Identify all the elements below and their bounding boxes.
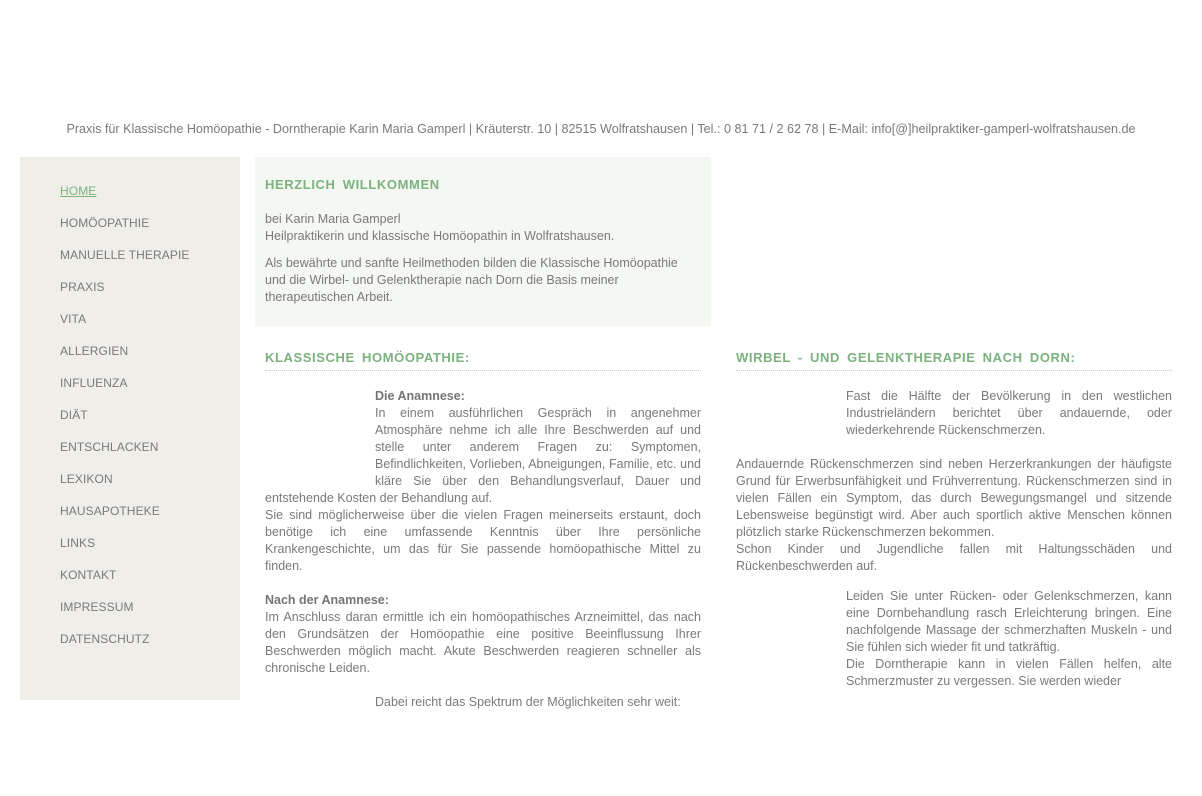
dorn-section <box>736 350 1172 690</box>
nav-item-hausapotheke[interactable]: HAUSAPOTHEKE <box>60 504 160 518</box>
dorn-title: WIRBEL - UND GELENKTHERAPIE NACH DORN: <box>736 350 1076 365</box>
nav-item-praxis[interactable]: PRAXIS <box>60 280 105 294</box>
anamnese-text: In einem ausführlichen Gespräch in angenehmer Atmosphäre nehme ich alle Ihre Beschwerden auf und stelle unter anderem Fragen zu: Symptomen, Befindlichkeiten, Vorlieben, Abneigungen, Familie, etc. und kläre Sie über den Behandlungsverlauf, Dauer und entstehende Kosten der Behandlung auf. <box>265 406 701 505</box>
nav-item-vita[interactable]: VITA <box>60 312 87 326</box>
dorn-paragraph-2: Andauernde Rückenschmerzen sind neben Herzerkrankungen der häufigste Grund für Erwerbsunfähigkeit und Frühverrentung. Rückenschmerzen sind in vielen Fällen ein Symptom, das durch Bewegungsmangel und sitzende Lebensweise begünstigt wird. Aber auch sportlich aktive Menschen können plötzlich starke Rückenschmerzen bekommen. <box>736 457 1172 539</box>
nav-item-entschlacken[interactable]: ENTSCHLACKEN <box>60 440 159 454</box>
nav-item-homoeopathie[interactable]: HOMÖOPATHIE <box>60 216 150 230</box>
nav-item-manuelle-therapie[interactable]: MANUELLE THERAPIE <box>60 248 190 262</box>
nav-item-kontakt[interactable]: KONTAKT <box>60 568 117 582</box>
nav-item-home[interactable]: HOME <box>60 184 97 198</box>
welcome-title: HERZLICH WILLKOMMEN <box>265 177 440 192</box>
nav-item-allergien[interactable]: ALLERGIEN <box>60 344 129 358</box>
nav-item-links[interactable]: LINKS <box>60 536 96 550</box>
nach-anamnese-text: Im Anschluss daran ermittle ich ein homöopathisches Arzneimittel, das nach den Grundsätzen der Homöopathie eine positive Beeinflussung Ihrer Beschwerden möglich macht. Akute Beschwerden reagieren schneller als chronische Leiden. <box>265 610 701 675</box>
welcome-box <box>255 157 711 326</box>
spektrum-text: Dabei reicht das Spektrum der Möglichkeiten sehr weit: <box>375 695 681 709</box>
image-placeholder-3 <box>736 388 846 440</box>
welcome-paragraph: Als bewährte und sanfte Heilmethoden bilden die Klassische Homöopathie und die Wirbel- und Gelenktherapie nach Dorn die Basis meiner therapeutischen Arbeit. <box>265 256 678 304</box>
nav-item-datenschutz[interactable]: DATENSCHUTZ <box>60 632 150 646</box>
image-placeholder <box>265 388 375 490</box>
homoeopathie-title: KLASSISCHE HOMÖOPATHIE: <box>265 350 470 365</box>
nav-item-lexikon[interactable]: LEXIKON <box>60 472 113 486</box>
main-nav <box>60 183 190 663</box>
nav-item-influenza[interactable]: INFLUENZA <box>60 376 128 390</box>
dorn-paragraph-4: Leiden Sie unter Rücken- oder Gelenkschmerzen, kann eine Dornbehandlung rasch Erleichterung bringen. Eine nachfolgende Massage der schmerzhaften Muskeln - und Sie fühlen sich wieder fit und tatkräftig. <box>846 589 1172 654</box>
homoeopathie-section <box>265 350 701 796</box>
contact-line: Praxis für Klassische Homöopathie - Dorntherapie Karin Maria Gamperl | Kräuterstr. 10 | 82515 Wolfratshausen | Tel.: 0 81 71 / 2 62 78 | E-Mail: info[@]heilpraktiker-gamperl-wolfratshausen.de <box>66 122 1136 136</box>
nav-item-diaet[interactable]: DIÄT <box>60 408 88 422</box>
sidebar <box>20 157 240 700</box>
image-placeholder-4 <box>736 588 846 686</box>
welcome-line-2: Heilpraktikerin und klassische Homöopathin in Wolfratshausen. <box>265 229 615 243</box>
welcome-line-1: bei Karin Maria Gamperl <box>265 212 401 226</box>
dorn-paragraph-3: Schon Kinder und Jugendliche fallen mit Haltungsschäden und Rückenbeschwerden auf. <box>736 542 1172 573</box>
nav-item-impressum[interactable]: IMPRESSUM <box>60 600 134 614</box>
nach-anamnese-heading: Nach der Anamnese: <box>265 593 389 607</box>
dorn-paragraph-1: Fast die Hälfte der Bevölkerung in den westlichen Industrieländern berichtet über andauernde, oder wiederkehrende Rückenschmerzen. <box>846 389 1172 437</box>
dorn-paragraph-5: Die Dorntherapie kann in vielen Fällen helfen, alte Schmerzmuster zu vergessen. Sie werden wieder <box>846 657 1172 688</box>
image-placeholder-2 <box>265 694 375 796</box>
anamnese-heading: Die Anamnese: <box>375 389 465 403</box>
anamnese-text-2: Sie sind möglicherweise über die vielen Fragen meinerseits erstaunt, doch benötige ich eine umfassende Kenntnis über Ihre persönliche Krankengeschichte, um das für Sie passende homöopathische Mittel zu finden. <box>265 508 701 573</box>
